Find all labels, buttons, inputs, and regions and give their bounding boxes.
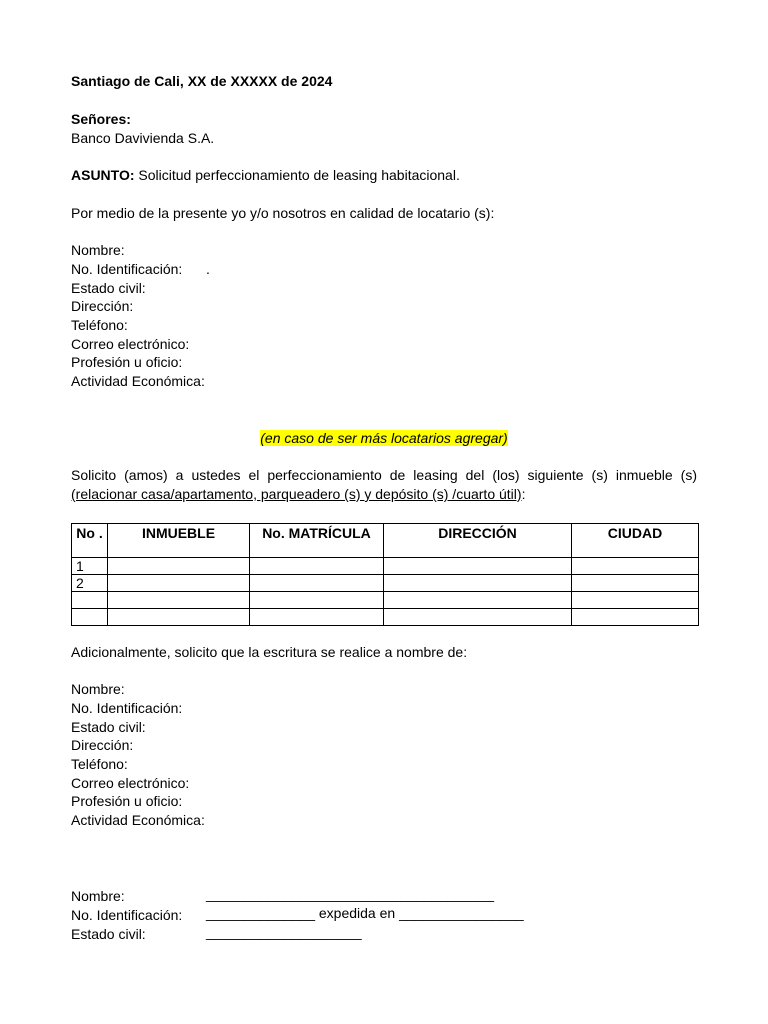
request-end: : [521,486,526,502]
table-cell[interactable] [384,592,572,609]
date-line: Santiago de Cali, XX de XXXXX de 2024 [71,73,333,89]
table-cell[interactable] [572,609,699,626]
table-row [72,592,699,609]
deed-profession-label: Profesión u oficio: [71,793,183,809]
table-cell[interactable] [384,575,572,592]
recipient-bank: Banco Davivienda S.A. [71,130,215,146]
deed-activity-label: Actividad Económica: [71,812,205,828]
deed-intro: Adicionalmente, solicito que la escritura se realice a nombre de: [71,644,468,660]
lessee-activity-label: Actividad Económica: [71,373,205,389]
table-cell[interactable] [250,609,384,626]
subject-label: ASUNTO: [71,167,135,183]
table-cell[interactable] [250,558,384,575]
table-header-row [72,524,699,558]
signature-name-label: Nombre: [71,888,125,904]
deed-name-label: Nombre: [71,681,125,697]
signature-id-line[interactable]: ______________ expedida en ________________ [206,905,524,921]
table-row [72,609,699,626]
lessee-profession-label: Profesión u oficio: [71,354,183,370]
table-cell[interactable]: 1 [72,558,108,575]
intro-paragraph: Por medio de la presente yo y/o nosotros en calidad de locatario (s): [71,205,495,221]
property-table [71,523,699,626]
request-paragraph [71,466,697,504]
table-row [72,558,699,575]
salutation: Señores: [71,111,131,127]
table-cell[interactable] [108,592,250,609]
request-underlined: (relacionar casa/apartamento, parqueadero (s) y depósito (s) /cuarto útil) [71,486,522,502]
table-row [72,575,699,592]
lessee-phone-label: Teléfono: [71,317,128,333]
lessee-name-label: Nombre: [71,242,125,258]
table-cell[interactable] [250,592,384,609]
deed-phone-label: Teléfono: [71,756,128,772]
deed-id-label: No. Identificación: [71,700,183,716]
table-cell[interactable] [572,592,699,609]
highlight-note-row [71,429,697,447]
header-registration: No. MATRÍCULA [250,524,384,558]
table-cell[interactable] [108,575,250,592]
lessee-id-label: No. Identificación: [71,261,183,277]
signature-civil-status-line[interactable]: ____________________ [206,924,362,940]
deed-civil-status-label: Estado civil: [71,719,146,735]
header-city: CIUDAD [572,524,699,558]
table-cell[interactable] [572,558,699,575]
lessee-email-label: Correo electrónico: [71,336,190,352]
table-cell[interactable] [384,558,572,575]
table-cell[interactable]: 2 [72,575,108,592]
signature-id-label: No. Identificación: [71,907,183,923]
lessee-address-label: Dirección: [71,298,134,314]
subject-line [71,166,460,184]
signature-civil-status-label: Estado civil: [71,926,146,942]
signature-name-line[interactable]: _____________________________________ [206,886,495,902]
table-cell[interactable] [72,609,108,626]
table-cell[interactable] [72,592,108,609]
header-no: No . [72,524,108,558]
header-address: DIRECCIÓN [384,524,572,558]
lessee-civil-status-label: Estado civil: [71,280,146,296]
subject-text: Solicitud perfeccionamiento de leasing habitacional. [134,167,460,183]
request-text: Solicito (amos) a ustedes el perfeccionamiento de leasing del (los) siguiente (s) inmueble (s) [71,467,697,483]
table-cell[interactable] [250,575,384,592]
table-cell[interactable] [108,558,250,575]
highlight-note: (en caso de ser más locatarios agregar) [260,430,508,446]
lessee-id-dot: . [206,261,210,277]
deed-email-label: Correo electrónico: [71,775,190,791]
table-cell[interactable] [108,609,250,626]
header-property: INMUEBLE [108,524,250,558]
table-cell[interactable] [384,609,572,626]
table-cell[interactable] [572,575,699,592]
deed-address-label: Dirección: [71,737,134,753]
